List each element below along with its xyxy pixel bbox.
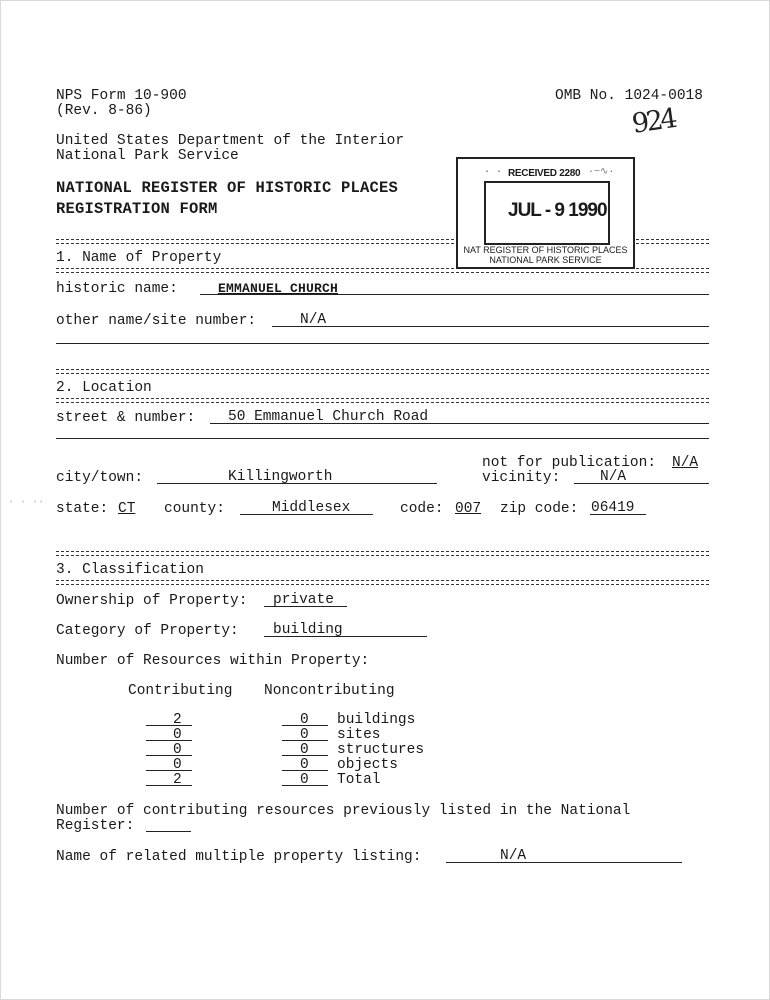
blank-line: [56, 343, 709, 344]
multiple-listing-underline: [446, 862, 682, 863]
stamp-date: JUL - 9 1990: [508, 200, 607, 221]
stamp-org-line2: NATIONAL PARK SERVICE: [489, 255, 602, 265]
previously-listed-label-line1: Number of contributing resources previously listed in the National: [56, 803, 631, 819]
contributing-underline: [146, 785, 192, 786]
multiple-listing-label: Name of related multiple property listing:: [56, 849, 422, 865]
street-value: 50 Emmanuel Church Road: [228, 409, 429, 425]
noncontributing-count: 0: [300, 757, 309, 773]
contributing-count: 2: [173, 772, 182, 788]
stamp-received: RECEIVED 2280: [508, 168, 581, 179]
previously-listed-underline: [146, 831, 191, 832]
code-label: code:: [400, 501, 444, 517]
contributing-underline: [146, 740, 192, 741]
noncontributing-count: 0: [300, 772, 309, 788]
blank-line: [56, 438, 709, 439]
contributing-count: 0: [173, 727, 182, 743]
margin-mark: ⋅ ⋅ ⋅⋅: [8, 498, 45, 509]
state-label: state:: [56, 501, 109, 517]
received-stamp: [456, 157, 635, 269]
section3-heading: 3. Classification: [56, 562, 204, 578]
category-label: Category of Property:: [56, 623, 239, 639]
contributing-count: 2: [173, 712, 182, 728]
form-revision: (Rev. 8-86): [56, 103, 152, 119]
previously-listed-label-line2: Register:: [56, 818, 135, 834]
contributing-count: 0: [173, 742, 182, 758]
stamp-dots: · ·: [484, 167, 503, 178]
stamp-organization: [458, 245, 633, 265]
other-name-underline: [272, 326, 709, 327]
resource-type: buildings: [337, 712, 416, 728]
section1-heading: 1. Name of Property: [56, 250, 222, 266]
historic-name-value: EMMANUEL CHURCH: [218, 281, 339, 296]
county-value: Middlesex: [272, 500, 351, 516]
section-divider: [56, 369, 709, 374]
agency: National Park Service: [56, 148, 239, 164]
section-divider: [56, 551, 709, 556]
ownership-value: private: [273, 592, 334, 608]
vicinity-value: N/A: [600, 469, 627, 485]
contributing-underline: [146, 770, 192, 771]
omb-number: OMB No. 1024-0018: [555, 88, 703, 104]
city-label: city/town:: [56, 470, 144, 486]
multiple-listing-value: N/A: [500, 848, 527, 864]
resource-type: Total: [337, 772, 381, 788]
handwritten-reference-number: 924: [630, 103, 677, 140]
street-label: street & number:: [56, 410, 196, 426]
section2-heading: 2. Location: [56, 380, 152, 396]
form-id: NPS Form 10-900: [56, 88, 187, 104]
stamp-org-line1: NAT REGISTER OF HISTORIC PLACES: [463, 245, 628, 255]
form-title-line2: REGISTRATION FORM: [56, 200, 218, 218]
col-contributing: Contributing: [128, 683, 233, 699]
other-name-label: other name/site number:: [56, 313, 257, 329]
stamp-date-box: [484, 181, 610, 245]
zip-label: zip code:: [500, 501, 579, 517]
category-value: building: [273, 622, 343, 638]
noncontributing-count: 0: [300, 712, 309, 728]
form-title-line1: NATIONAL REGISTER OF HISTORIC PLACES: [56, 179, 399, 197]
not-for-publication-value: N/A: [672, 455, 699, 471]
resource-type: objects: [337, 757, 398, 773]
noncontributing-count: 0: [300, 742, 309, 758]
vicinity-label: vicinity:: [482, 470, 561, 486]
zip-value: 06419: [591, 500, 635, 516]
section-divider: [56, 580, 709, 585]
historic-name-label: historic name:: [56, 281, 178, 297]
stamp-smudge: ·~∿·: [588, 167, 615, 178]
contributing-count: 0: [173, 757, 182, 773]
department: United States Department of the Interior: [56, 133, 405, 149]
contributing-underline: [146, 725, 192, 726]
resource-type: structures: [337, 742, 425, 758]
resources-label: Number of Resources within Property:: [56, 653, 370, 669]
not-for-publication-label: not for publication:: [482, 455, 657, 471]
contributing-underline: [146, 755, 192, 756]
county-label: county:: [164, 501, 225, 517]
col-noncontributing: Noncontributing: [264, 683, 395, 699]
city-value: Killingworth: [228, 469, 333, 485]
section-divider: [56, 398, 709, 403]
noncontributing-count: 0: [300, 727, 309, 743]
other-name-value: N/A: [300, 312, 327, 328]
state-value: CT: [118, 501, 136, 517]
ownership-label: Ownership of Property:: [56, 593, 248, 609]
vicinity-underline: [574, 483, 709, 484]
resource-type: sites: [337, 727, 381, 743]
code-value: 007: [455, 501, 482, 517]
